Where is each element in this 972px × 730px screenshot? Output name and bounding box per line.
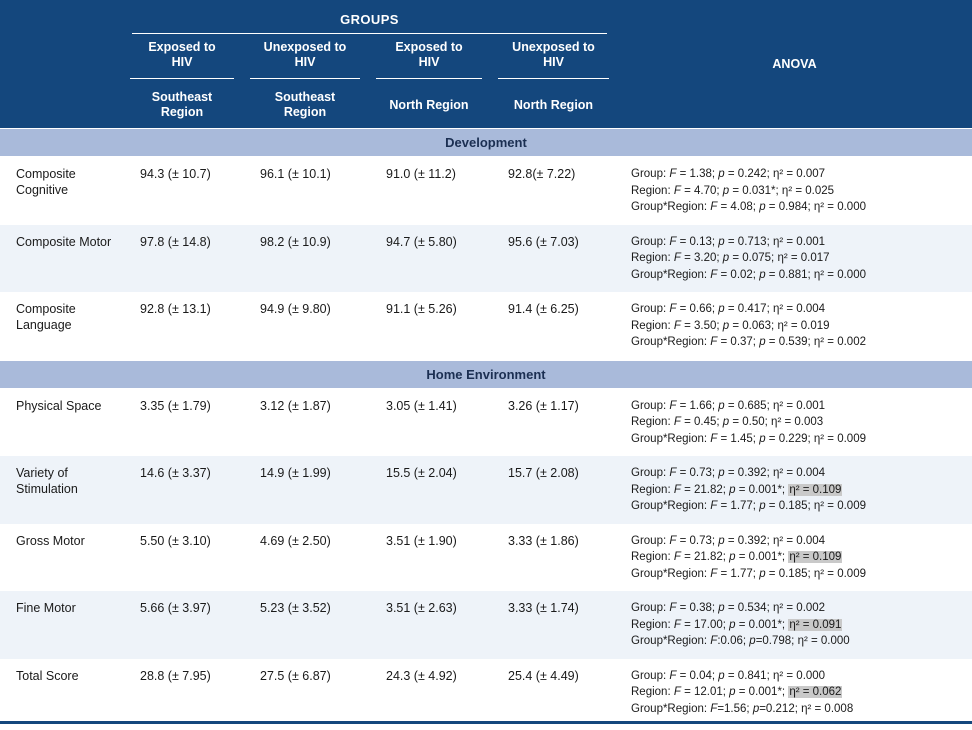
cell-value-col-1: 97.8 (± 14.8) <box>122 225 242 293</box>
cell-value-col-3: 3.51 (± 2.63) <box>368 591 490 659</box>
header-col-1-region <box>122 82 242 129</box>
cell-value-col-2: 14.9 (± 1.99) <box>242 456 368 524</box>
header-col-2-region <box>242 82 368 129</box>
header-groups-label <box>122 0 617 36</box>
table-row <box>0 524 972 592</box>
header-row-groups <box>0 0 972 36</box>
section-header-row <box>0 360 972 388</box>
cell-value-col-4: 15.7 (± 2.08) <box>490 456 617 524</box>
header-corner-blank <box>0 0 122 36</box>
cell-anova <box>617 591 972 659</box>
cell-value-col-2: 27.5 (± 6.87) <box>242 659 368 727</box>
cell-value-col-4: 3.26 (± 1.17) <box>490 388 617 456</box>
highlighted-value: η² = 0.091 <box>789 618 842 631</box>
cell-value-col-1: 92.8 (± 13.1) <box>122 292 242 360</box>
anova-line: Region: F = 3.50; p = 0.063; η² = 0.019 <box>631 319 830 332</box>
cell-value-col-3: 3.51 (± 1.90) <box>368 524 490 592</box>
header-col-1-line3: Southeast <box>151 90 213 104</box>
table-row <box>0 225 972 293</box>
anova-line: Region: F = 21.82; p = 0.001*; η² = 0.109 <box>631 483 842 496</box>
anova-line: Region: F = 17.00; p = 0.001*; η² = 0.091 <box>631 618 842 631</box>
table-row <box>0 591 972 659</box>
cell-value-col-1: 3.35 (± 1.79) <box>122 388 242 456</box>
groups-label-text: GROUPS <box>340 12 399 27</box>
header-col-3-group <box>368 36 490 82</box>
anova-line: Group*Region: F = 0.37; p = 0.539; η² = 0.002 <box>631 336 866 348</box>
cell-anova <box>617 659 972 727</box>
anova-line: Group: F = 1.38; p = 0.242; η² = 0.007 <box>631 168 826 180</box>
cell-value-col-1: 5.66 (± 3.97) <box>122 591 242 659</box>
anova-line: Group*Region: F = 4.08; p = 0.984; η² = 0.000 <box>631 201 866 213</box>
row-label: Physical Space <box>0 388 122 456</box>
cell-value-col-2: 4.69 (± 2.50) <box>242 524 368 592</box>
header-blank-1 <box>0 36 122 82</box>
header-col-1-group <box>122 36 242 82</box>
anova-line: Group: F = 0.13; p = 0.713; η² = 0.001 <box>631 235 826 248</box>
anova-line: Group*Region: F = 0.02; p = 0.881; η² = 0.000 <box>631 268 866 281</box>
anova-line: Group: F = 1.66; p = 0.685; η² = 0.001 <box>631 399 826 412</box>
anova-line: Group: F = 0.66; p = 0.417; η² = 0.004 <box>631 303 826 315</box>
row-label: Composite Cognitive <box>0 157 122 225</box>
cell-value-col-1: 28.8 (± 7.95) <box>122 659 242 727</box>
header-col-1-line1: Exposed to <box>148 39 216 54</box>
header-col-2-line3: Southeast <box>274 90 336 104</box>
cell-value-col-3: 15.5 (± 2.04) <box>368 456 490 524</box>
header-col-3-line3: North Region <box>389 97 469 112</box>
header-anova-label: ANOVA <box>617 0 972 129</box>
cell-value-col-2: 94.9 (± 9.80) <box>242 292 368 360</box>
header-col-3-region <box>368 82 490 129</box>
header-col-4-line3: North Region <box>513 97 594 112</box>
header-col-1-line2: HIV <box>171 54 193 69</box>
header-col-1-line4: Region <box>160 105 204 119</box>
anova-line: Group: F = 0.38; p = 0.534; η² = 0.002 <box>631 602 826 614</box>
cell-value-col-2: 96.1 (± 10.1) <box>242 157 368 225</box>
cell-value-col-4: 3.33 (± 1.74) <box>490 591 617 659</box>
cell-value-col-4: 3.33 (± 1.86) <box>490 524 617 592</box>
row-label: Variety of Stimulation <box>0 456 122 524</box>
cell-value-col-4: 91.4 (± 6.25) <box>490 292 617 360</box>
header-col-4-line1: Unexposed to <box>512 39 595 54</box>
anova-line: Group: F = 0.04; p = 0.841; η² = 0.000 <box>631 669 826 682</box>
cell-value-col-2: 5.23 (± 3.52) <box>242 591 368 659</box>
row-label: Composite Language <box>0 292 122 360</box>
cell-value-col-1: 5.50 (± 3.10) <box>122 524 242 592</box>
section-header-row <box>0 129 972 157</box>
table-body <box>0 129 972 727</box>
highlighted-value: η² = 0.109 <box>789 551 842 563</box>
table-row <box>0 388 972 456</box>
header-col-4-group <box>490 36 617 82</box>
cell-value-col-2: 98.2 (± 10.9) <box>242 225 368 293</box>
header-col-2-group <box>242 36 368 82</box>
anova-line: Region: F = 3.20; p = 0.075; η² = 0.017 <box>631 252 830 264</box>
cell-anova <box>617 292 972 360</box>
anova-line: Group: F = 0.73; p = 0.392; η² = 0.004 <box>631 467 826 479</box>
cell-value-col-3: 91.0 (± 11.2) <box>368 157 490 225</box>
header-col-4-line2: HIV <box>543 54 564 69</box>
cell-value-col-2: 3.12 (± 1.87) <box>242 388 368 456</box>
anova-line: Group: F = 0.73; p = 0.392; η² = 0.004 <box>631 534 826 547</box>
cell-anova <box>617 157 972 225</box>
cell-value-col-4: 95.6 (± 7.03) <box>490 225 617 293</box>
cell-value-col-1: 94.3 (± 10.7) <box>122 157 242 225</box>
anova-line: Region: F = 12.01; p = 0.001*; η² = 0.062 <box>631 686 842 698</box>
table-row <box>0 659 972 727</box>
cell-anova <box>617 524 972 592</box>
cell-anova <box>617 388 972 456</box>
anova-line: Group*Region: F = 1.45; p = 0.229; η² = 0.009 <box>631 432 866 445</box>
header-col-2-line4: Region <box>283 105 327 119</box>
section-title: Home Environment <box>0 360 972 388</box>
row-label: Fine Motor <box>0 591 122 659</box>
table-row <box>0 157 972 225</box>
anova-line: Group*Region: F = 1.77; p = 0.185; η² = 0.009 <box>631 567 866 580</box>
highlighted-value: η² = 0.062 <box>789 686 842 698</box>
header-blank-2 <box>0 82 122 129</box>
bottom-rule <box>0 721 972 724</box>
row-label: Gross Motor <box>0 524 122 592</box>
table-header <box>0 0 972 129</box>
cell-value-col-3: 24.3 (± 4.92) <box>368 659 490 727</box>
cell-value-col-1: 14.6 (± 3.37) <box>122 456 242 524</box>
cell-anova <box>617 456 972 524</box>
cell-value-col-4: 25.4 (± 4.49) <box>490 659 617 727</box>
cell-value-col-3: 94.7 (± 5.80) <box>368 225 490 293</box>
anova-line: Group*Region: F = 1.77; p = 0.185; η² = 0.009 <box>631 500 866 512</box>
cell-value-col-3: 91.1 (± 5.26) <box>368 292 490 360</box>
header-col-4-region <box>490 82 617 129</box>
anova-line: Region: F = 21.82; p = 0.001*; η² = 0.109 <box>631 551 842 563</box>
row-label: Total Score <box>0 659 122 727</box>
cell-anova <box>617 225 972 293</box>
highlighted-value: η² = 0.109 <box>789 483 842 496</box>
section-title: Development <box>0 129 972 157</box>
anova-line: Group*Region: F=1.56; p=0.212; η² = 0.008 <box>631 702 854 715</box>
cell-value-col-3: 3.05 (± 1.41) <box>368 388 490 456</box>
header-col-2-line1: Unexposed to <box>263 39 347 54</box>
header-col-2-line2: HIV <box>294 54 316 69</box>
anova-line: Group*Region: F:0.06; p=0.798; η² = 0.000 <box>631 635 850 647</box>
anova-line: Region: F = 4.70; p = 0.031*; η² = 0.025 <box>631 184 835 197</box>
row-label: Composite Motor <box>0 225 122 293</box>
table-row <box>0 292 972 360</box>
cell-value-col-4: 92.8(± 7.22) <box>490 157 617 225</box>
header-col-3-line1: Exposed to <box>395 39 463 54</box>
table-row <box>0 456 972 524</box>
anova-line: Region: F = 0.45; p = 0.50; η² = 0.003 <box>631 416 824 428</box>
header-col-3-line2: HIV <box>418 54 440 69</box>
